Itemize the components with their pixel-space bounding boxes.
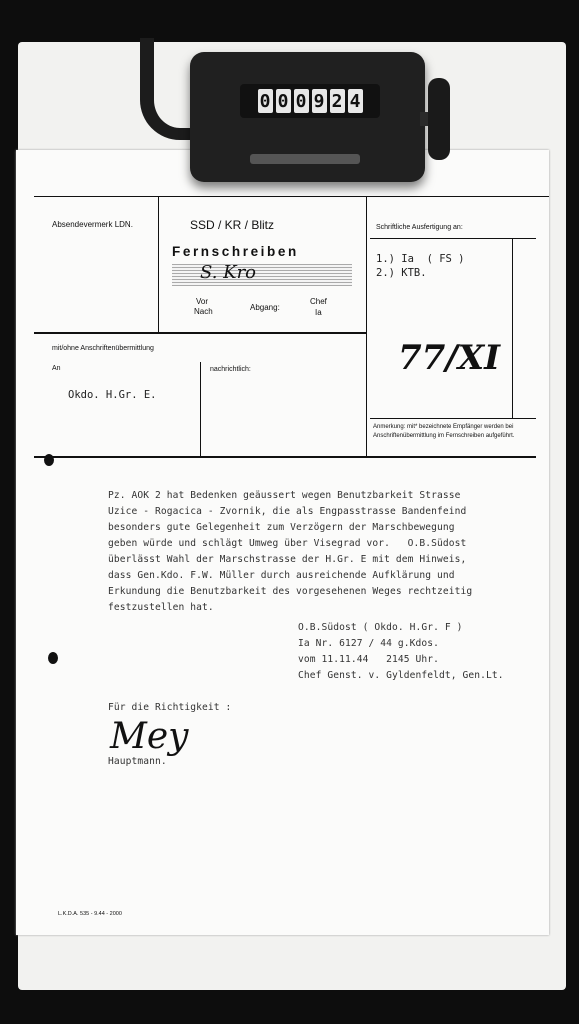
counter-display	[240, 84, 380, 118]
counter-digit: 0	[294, 89, 309, 113]
anschrift-label: mit/ohne Anschriftenübermittlung	[52, 345, 154, 352]
chef-label: Chef	[310, 297, 327, 306]
rule	[158, 196, 159, 333]
rule	[370, 418, 536, 419]
nachrichtlich-label: nachrichtlich:	[210, 366, 251, 373]
reference-line: Ia Nr. 6127 / 44 g.Kdos.	[298, 638, 440, 649]
rank-label: Hauptmann.	[108, 756, 167, 767]
chief-line: Chef Genst. v. Gyldenfeldt, Gen.Lt.	[298, 670, 504, 681]
punch-hole	[48, 652, 58, 664]
punch-hole	[44, 454, 54, 466]
counter-digit: 4	[348, 89, 363, 113]
rule	[512, 238, 513, 418]
certification-label: Für die Richtigkeit :	[108, 702, 232, 713]
counter-knob	[428, 78, 450, 160]
frame-counter-device	[190, 52, 425, 182]
message-line: überlässt Wahl der Marschstrasse der H.Gr. E mit dem Hinweis,	[108, 554, 467, 565]
counter-digit: 0	[258, 89, 273, 113]
rule	[366, 196, 367, 458]
message-line: festzustellen hat.	[108, 602, 214, 613]
sender-line: O.B.Südost ( Okdo. H.Gr. F )	[298, 622, 463, 633]
message-line: Erkundung die Benutzbarkeit des vorgesehenen Weges rechtzeitig	[108, 586, 473, 597]
nach-label: Nach	[194, 307, 213, 316]
message-line: geben würde und schlägt Umweg über Visegrad vor. O.B.Südost	[108, 538, 467, 549]
handwritten-initials: S. Kro	[200, 262, 257, 283]
anmerkung-line-2: Anschriftenübermittlung im Fernschreiben aufgeführt.	[373, 433, 515, 439]
form-title: Fernschreiben	[172, 244, 299, 259]
form-code: L.K.D.A. 535 - 9.44 - 2000	[58, 911, 122, 917]
abgang-label: Abgang:	[250, 303, 280, 312]
rule	[34, 332, 367, 334]
absendevermerk-label: Absendevermerk LDN.	[52, 220, 133, 229]
message-line: dass Gen.Kdo. F.W. Müller durch ausreichende Aufklärung und	[108, 570, 455, 581]
counter-digit: 2	[330, 89, 345, 113]
priority-label: SSD / KR / Blitz	[190, 218, 275, 232]
signature: Mey	[110, 716, 189, 757]
ia-label: Ia	[315, 308, 322, 317]
anmerkung-line-1: Anmerkung: mit* bezeichnete Empfänger werden bei	[373, 424, 514, 430]
rule	[34, 456, 536, 458]
counter-cable	[140, 38, 194, 140]
vor-label: Vor	[196, 297, 209, 306]
counter-digit: 9	[312, 89, 327, 113]
rule	[200, 362, 201, 456]
rule	[34, 196, 549, 197]
stamp-area	[172, 264, 352, 286]
ausfertigung-1: 1.) Ia ( FS )	[376, 253, 465, 265]
date-line: vom 11.11.44 2145 Uhr.	[298, 654, 440, 665]
ausfertigung-label: Schriftliche Ausfertigung an:	[376, 224, 463, 231]
addressee: Okdo. H.Gr. E.	[68, 389, 157, 401]
counter-digit: 0	[276, 89, 291, 113]
an-label: An	[52, 365, 61, 372]
message-line: Pz. AOK 2 hat Bedenken geäussert wegen Benutzbarkeit Strasse	[108, 490, 461, 501]
reference-number: 77/XI	[398, 338, 501, 378]
ausfertigung-2: 2.) KTB.	[376, 267, 427, 279]
message-line: besonders gute Gelegenheit zum Verzögern der Marschbewegung	[108, 522, 455, 533]
counter-slot	[250, 154, 360, 164]
message-line: Uzice - Rogacica - Zvornik, die als Engpasstrasse Bandenfeind	[108, 506, 467, 517]
